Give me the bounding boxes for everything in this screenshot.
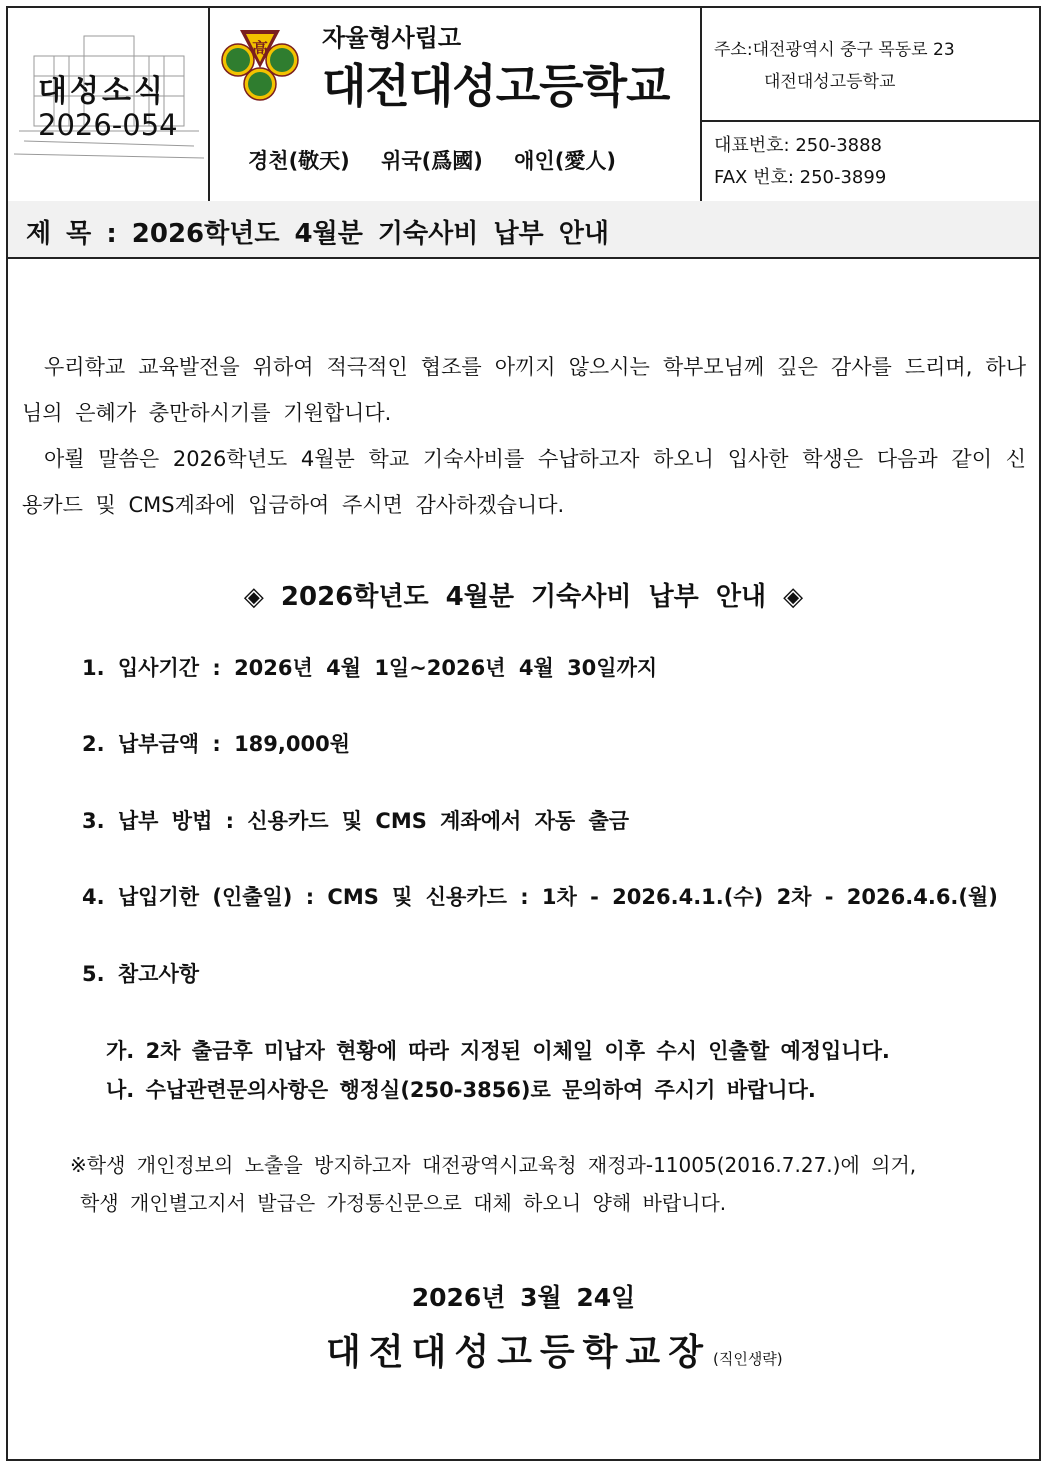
address	[714, 34, 955, 98]
item-reference: 5. 참고사항	[82, 962, 200, 986]
privacy-note	[70, 1146, 916, 1222]
phone-numbers	[714, 130, 886, 194]
section-heading: ◈ 2026학년도 4월분 기숙사비 납부 안내 ◈	[243, 582, 804, 612]
address-line-2: 대전대성고등학교	[764, 72, 896, 92]
privacy-note-line-2: 학생 개인별고지서 발급은 가정통신문으로 대체 하오니 양해 바랍니다.	[80, 1191, 727, 1215]
contact-block	[702, 8, 1039, 201]
seal-omitted-note: (직인생략)	[712, 1350, 783, 1368]
reference-item-ga: 가. 2차 출금후 미납자 현황에 따라 지정된 이체일 이후 수시 인출할 예정입니다.	[106, 1039, 890, 1063]
notice-paragraph: 아뢸 말씀은 2026학년도 4월분 학교 기숙사비를 수납하고자 하오니 입사한 학생은 다음과 같이 신용카드 및 CMS계좌에 입금하여 주시면 감사하겠습니다.	[22, 447, 1026, 517]
school-title-block	[210, 8, 702, 201]
document-page	[6, 6, 1041, 1461]
emblem-character: 高	[251, 39, 269, 58]
principal-signature	[326, 1324, 783, 1375]
item-payment-deadline: 4. 납입기한 (인출일) : CMS 및 신용카드 : 1차 - 2026.4.1.(수) 2차 - 2026.4.6.(월)	[82, 885, 998, 909]
document-subject: 제 목 : 2026학년도 4월분 기숙사비 납부 안내	[26, 219, 609, 249]
subject-bar	[8, 201, 1039, 259]
letter-body	[22, 344, 1026, 528]
school-name: 대전대성고등학교	[322, 59, 670, 113]
item-payment-method: 3. 납부 방법 : 신용카드 및 CMS 계좌에서 자동 출금	[82, 809, 630, 833]
main-phone: 대표번호: 250-3888	[714, 135, 882, 156]
school-emblem-logo	[218, 22, 302, 106]
reference-item-na: 나. 수납관련문의사항은 행정실(250-3856)로 문의하여 주시기 바랍니다.	[106, 1078, 816, 1102]
address-line-1: 주소:대전광역시 중구 목동로 23	[714, 40, 955, 60]
fax-number: FAX 번호: 250-3899	[714, 167, 887, 188]
greeting-paragraph: 우리학교 교육발전을 위하여 적극적인 협조를 아끼지 않으시는 학부모님께 깊은 감사를 드리며, 하나님의 은혜가 충만하시기를 기원합니다.	[22, 355, 1026, 425]
issue-date: 2026년 3월 24일	[411, 1283, 636, 1312]
letterhead	[8, 8, 1039, 203]
contact-divider	[702, 120, 1039, 122]
item-residence-period: 1. 입사기간 : 2026년 4월 1일~2026년 4월 30일까지	[82, 656, 658, 680]
school-type: 자율형사립고	[322, 24, 462, 52]
privacy-note-line-1: ※학생 개인정보의 노출을 방지하고자 대전광역시교육청 재정과-11005(2016.7.27.)에 의거,	[70, 1153, 917, 1177]
principal-title: 대전대성고등학교장	[326, 1332, 711, 1373]
issue-number: 2026-054	[38, 108, 178, 142]
item-payment-amount: 2. 납부금액 : 189,000원	[82, 732, 350, 756]
school-motto: 경천(敬天) 위국(爲國) 애인(愛人)	[248, 149, 616, 173]
newsletter-badge	[8, 8, 210, 201]
newsletter-name: 대성소식	[38, 74, 166, 109]
